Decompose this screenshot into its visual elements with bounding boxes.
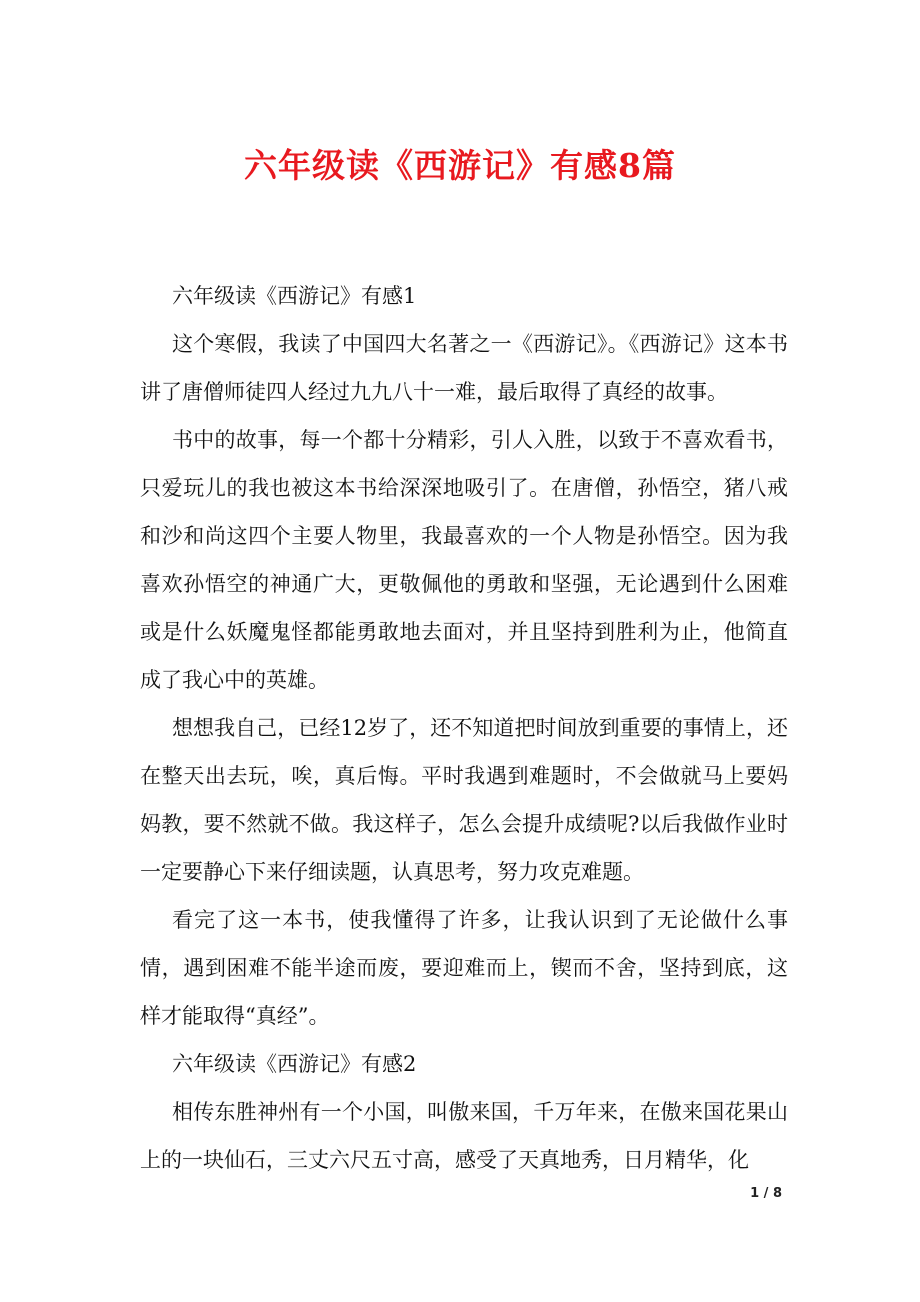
section-heading-1: 六年级读《西游记》有感1 [172,284,417,308]
section-heading-2: 六年级读《西游记》有感2 [172,1052,417,1076]
document-body [140,272,788,1184]
paragraph: 想想我自己，已经12岁了，还不知道把时间放到重要的事情上，还在整天出去玩，唉，真后悔。平时我遇到难题时，不会做就马上要妈妈教，要不然就不做。我这样子，怎么会提升成绩呢?以后我做作业时一定要静心下来仔细读题，认真思考，努力攻克难题。 [140,716,788,884]
paragraph: 这个寒假，我读了中国四大名著之一《西游记》。《西游记》这本书讲了唐僧师徒四人经过九九八十一难，最后取得了真经的故事。 [140,332,788,404]
document-title: 六年级读《西游记》有感8篇 [244,146,676,185]
page-number: 1 / 8 [750,1186,782,1201]
paragraph: 相传东胜神州有一个小国，叫傲来国，千万年来，在傲来国花果山上的一块仙石，三丈六尺五寸高，感受了天真地秀，日月精华，化 [140,1100,788,1172]
paragraph: 书中的故事，每一个都十分精彩，引人入胜，以致于不喜欢看书，只爱玩儿的我也被这本书给深深地吸引了。在唐僧，孙悟空，猪八戒和沙和尚这四个主要人物里，我最喜欢的一个人物是孙悟空。因为我喜欢孙悟空的神通广大，更敬佩他的勇敢和坚强，无论遇到什么困难或是什么妖魔鬼怪都能勇敢地去面对，并且坚持到胜利为止，他简直成了我心中的英雄。 [140,428,788,692]
paragraph: 看完了这一本书，使我懂得了许多，让我认识到了无论做什么事情，遇到困难不能半途而废，要迎难而上，锲而不舍，坚持到底，这样才能取得“真经”。 [140,908,788,1028]
